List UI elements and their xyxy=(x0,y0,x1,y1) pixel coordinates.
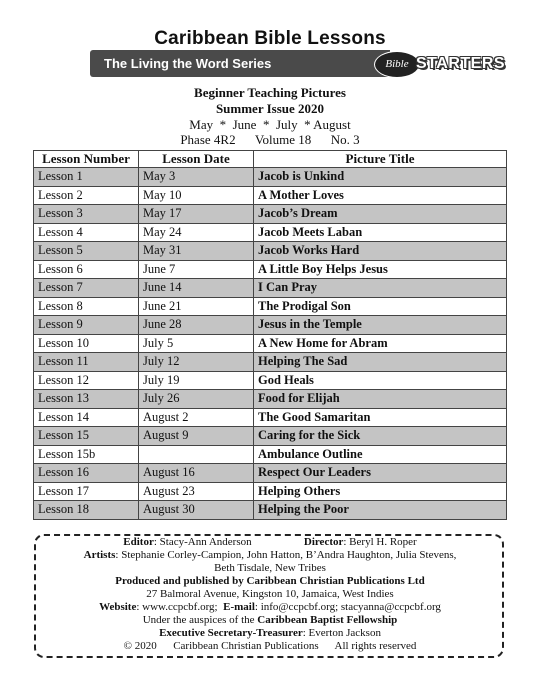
table-row xyxy=(34,427,507,446)
email-value: : info@ccpcbf.org; stacyanna@ccpcbf.org xyxy=(254,601,441,613)
lesson-number-cell: Lesson 5 xyxy=(34,242,139,261)
table-row xyxy=(34,464,507,483)
picture-title-cell: Helping the Poor xyxy=(254,501,507,520)
lesson-date-cell: August 30 xyxy=(139,501,254,520)
editor-label: Editor xyxy=(123,536,154,548)
auspices-text: Under the auspices of the xyxy=(142,614,258,626)
starters-logo: STARTERS xyxy=(416,55,506,72)
lesson-number-cell: Lesson 4 xyxy=(34,223,139,242)
email-label: E-mail xyxy=(223,601,255,613)
lesson-number-cell: Lesson 10 xyxy=(34,334,139,353)
lesson-number-cell: Lesson 8 xyxy=(34,297,139,316)
lesson-number-cell: Lesson 12 xyxy=(34,371,139,390)
editor-director-line xyxy=(0,536,540,548)
series-banner xyxy=(90,50,506,77)
lesson-date-cell: July 26 xyxy=(139,390,254,409)
lesson-date-cell: July 12 xyxy=(139,353,254,372)
picture-title-cell: God Heals xyxy=(254,371,507,390)
copyright-line: © 2020 Caribbean Christian Publications All rights reserved xyxy=(123,640,417,652)
col-header-lesson-date: Lesson Date xyxy=(139,151,254,168)
fellowship-name: Caribbean Baptist Fellowship xyxy=(257,614,398,626)
lesson-date-cell: May 31 xyxy=(139,242,254,261)
bible-logo: Bible xyxy=(374,51,420,78)
website-label: Website xyxy=(99,601,137,613)
table-row xyxy=(34,223,507,242)
picture-title-cell: Jacob’s Dream xyxy=(254,205,507,224)
table-row xyxy=(34,408,507,427)
lesson-date-cell xyxy=(139,445,254,464)
subtitle-line2: Summer Issue 2020 xyxy=(215,101,325,116)
exec-label: Executive Secretary-Treasurer xyxy=(159,627,303,639)
table-row xyxy=(34,482,507,501)
artists-label: Artists xyxy=(83,549,116,561)
lesson-date-cell: August 2 xyxy=(139,408,254,427)
lesson-date-cell: August 23 xyxy=(139,482,254,501)
publisher-line: Produced and published by Caribbean Christian Publications Ltd xyxy=(115,575,425,587)
lesson-number-cell: Lesson 9 xyxy=(34,316,139,335)
subtitle-line1: Beginner Teaching Pictures xyxy=(194,85,346,100)
lesson-number-cell: Lesson 3 xyxy=(34,205,139,224)
lesson-date-cell: May 17 xyxy=(139,205,254,224)
issue-meta: Phase 4R2 Volume 18 No. 3 xyxy=(180,132,360,147)
table-row xyxy=(34,186,507,205)
lesson-date-cell: May 3 xyxy=(139,168,254,187)
auspices-line xyxy=(0,614,540,626)
table-row xyxy=(34,445,507,464)
table-row xyxy=(34,279,507,298)
lesson-table xyxy=(33,150,507,520)
lesson-table-body xyxy=(34,168,507,520)
picture-title-cell: Jacob is Unkind xyxy=(254,168,507,187)
picture-title-cell: Ambulance Outline xyxy=(254,445,507,464)
lesson-date-cell: May 24 xyxy=(139,223,254,242)
table-row xyxy=(34,371,507,390)
lesson-number-cell: Lesson 11 xyxy=(34,353,139,372)
lesson-date-cell: August 9 xyxy=(139,427,254,446)
picture-title-cell: Jesus in the Temple xyxy=(254,316,507,335)
lesson-date-cell: May 10 xyxy=(139,186,254,205)
lesson-date-cell: June 28 xyxy=(139,316,254,335)
lesson-date-cell: August 16 xyxy=(139,464,254,483)
lesson-date-cell: July 5 xyxy=(139,334,254,353)
lesson-number-cell: Lesson 16 xyxy=(34,464,139,483)
artists-names: : Stephanie Corley-Campion, John Hatton, B’Andra Haughton, Julia Stevens, xyxy=(115,549,457,561)
lesson-number-cell: Lesson 7 xyxy=(34,279,139,298)
picture-title-cell: The Good Samaritan xyxy=(254,408,507,427)
contact-line xyxy=(0,601,540,613)
picture-title-cell: A New Home for Abram xyxy=(254,334,507,353)
exec-name: : Everton Jackson xyxy=(302,627,381,639)
lesson-number-cell: Lesson 2 xyxy=(34,186,139,205)
table-row xyxy=(34,205,507,224)
director-label: Director xyxy=(303,536,344,548)
picture-title-cell: Caring for the Sick xyxy=(254,427,507,446)
artists-line-2: Beth Tisdale, New Tribes xyxy=(214,562,326,574)
lesson-number-cell: Lesson 13 xyxy=(34,390,139,409)
picture-title-cell: Jacob Meets Laban xyxy=(254,223,507,242)
address-line: 27 Balmoral Avenue, Kingston 10, Jamaica, West Indies xyxy=(146,588,394,600)
table-row xyxy=(34,242,507,261)
document-title: Caribbean Bible Lessons xyxy=(154,28,386,49)
lesson-date-cell: June 21 xyxy=(139,297,254,316)
picture-title-cell: Jacob Works Hard xyxy=(254,242,507,261)
table-header-row xyxy=(34,151,507,168)
lesson-date-cell: June 14 xyxy=(139,279,254,298)
picture-title-cell: I Can Pray xyxy=(254,279,507,298)
table-row xyxy=(34,334,507,353)
table-row xyxy=(34,168,507,187)
lesson-number-cell: Lesson 18 xyxy=(34,501,139,520)
col-header-picture-title: Picture Title xyxy=(254,151,507,168)
table-row xyxy=(34,260,507,279)
picture-title-cell: The Prodigal Son xyxy=(254,297,507,316)
lesson-number-cell: Lesson 15 xyxy=(34,427,139,446)
months-line: May * June * July * August xyxy=(189,117,351,132)
table-row xyxy=(34,390,507,409)
exec-secretary-line xyxy=(0,627,540,639)
picture-title-cell: Helping The Sad xyxy=(254,353,507,372)
picture-title-cell: A Little Boy Helps Jesus xyxy=(254,260,507,279)
picture-title-cell: Food for Elijah xyxy=(254,390,507,409)
lesson-number-cell: Lesson 15b xyxy=(34,445,139,464)
lesson-date-cell: June 7 xyxy=(139,260,254,279)
lesson-date-cell: July 19 xyxy=(139,371,254,390)
picture-title-cell: Helping Others xyxy=(254,482,507,501)
editor-name: : Stacy-Ann Anderson xyxy=(153,536,252,548)
picture-title-cell: Respect Our Leaders xyxy=(254,464,507,483)
lesson-number-cell: Lesson 6 xyxy=(34,260,139,279)
artists-line xyxy=(0,549,540,561)
lesson-number-cell: Lesson 14 xyxy=(34,408,139,427)
table-row xyxy=(34,353,507,372)
lesson-number-cell: Lesson 17 xyxy=(34,482,139,501)
table-row xyxy=(34,501,507,520)
series-name: The Living the Word Series xyxy=(90,50,390,77)
picture-title-cell: A Mother Loves xyxy=(254,186,507,205)
table-row xyxy=(34,316,507,335)
lesson-number-cell: Lesson 1 xyxy=(34,168,139,187)
website-value: : www.ccpcbf.org; xyxy=(136,601,218,613)
director-name: : Beryl H. Roper xyxy=(343,536,417,548)
col-header-lesson-number: Lesson Number xyxy=(34,151,139,168)
table-row xyxy=(34,297,507,316)
